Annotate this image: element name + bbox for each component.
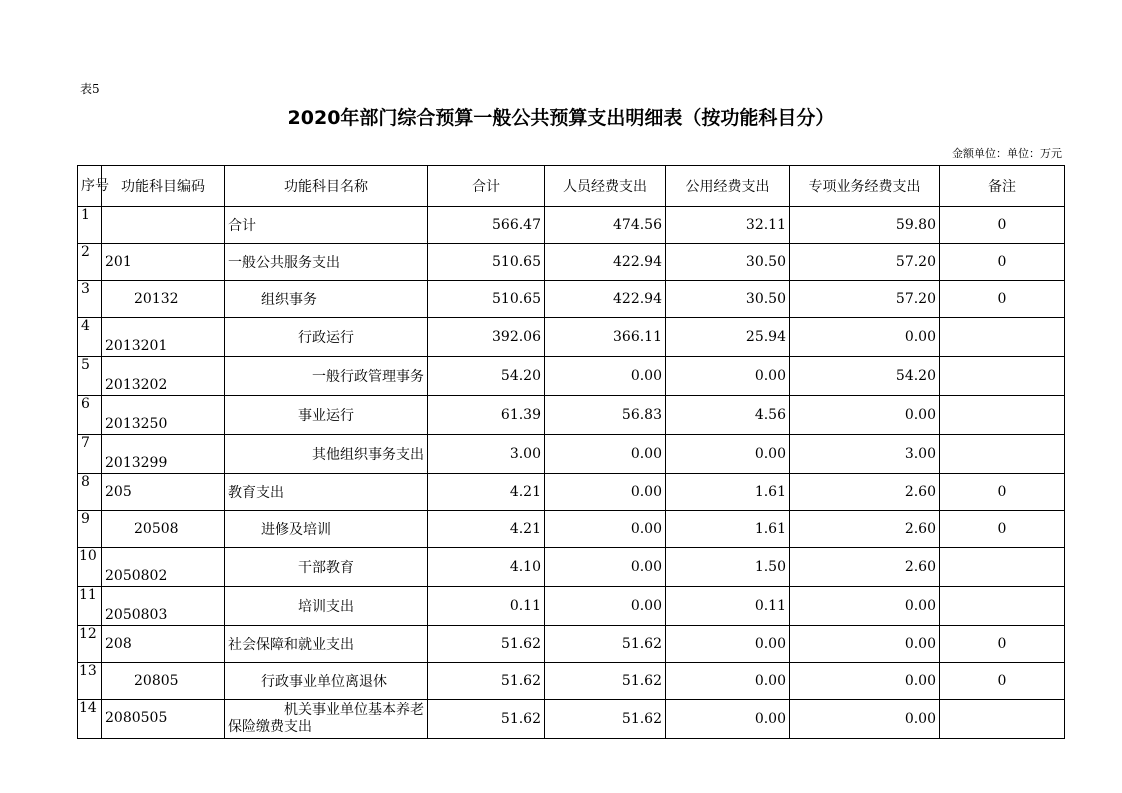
- row-name: 组织事务: [225, 281, 428, 318]
- row-note: 0: [940, 663, 1065, 700]
- budget-table: [77, 165, 1065, 739]
- row-public: 1.50: [666, 548, 790, 587]
- row-special: 0.00: [790, 663, 940, 700]
- row-public: 25.94: [666, 318, 790, 357]
- row-personnel: 0.00: [545, 587, 666, 626]
- row-special: 0.00: [790, 318, 940, 357]
- table-row: [78, 357, 1065, 396]
- row-personnel: 366.11: [545, 318, 666, 357]
- header-public: 公用经费支出: [666, 166, 790, 207]
- row-personnel: 474.56: [545, 207, 666, 244]
- table-row: [78, 318, 1065, 357]
- row-total: 51.62: [428, 626, 545, 663]
- row-special: 2.60: [790, 548, 940, 587]
- row-note: [940, 396, 1065, 435]
- row-code: 208: [102, 626, 225, 663]
- row-personnel: 422.94: [545, 281, 666, 318]
- row-name: 培训支出: [225, 587, 428, 626]
- row-seq: 14: [78, 700, 102, 739]
- row-note: [940, 700, 1065, 739]
- row-total: 510.65: [428, 244, 545, 281]
- row-public: 0.11: [666, 587, 790, 626]
- row-code: 20132: [102, 281, 225, 318]
- row-personnel: 0.00: [545, 357, 666, 396]
- table-row: [78, 281, 1065, 318]
- row-note: [940, 587, 1065, 626]
- row-special: 0.00: [790, 396, 940, 435]
- row-total: 566.47: [428, 207, 545, 244]
- row-public: 30.50: [666, 244, 790, 281]
- row-seq: 13: [78, 663, 102, 700]
- row-seq: 10: [78, 548, 102, 587]
- table-row: [78, 587, 1065, 626]
- row-code: 2013201: [102, 318, 225, 357]
- table-row: [78, 548, 1065, 587]
- row-personnel: 0.00: [545, 548, 666, 587]
- row-personnel: 0.00: [545, 511, 666, 548]
- row-seq: 1: [78, 207, 102, 244]
- row-public: 30.50: [666, 281, 790, 318]
- header-personnel: 人员经费支出: [545, 166, 666, 207]
- row-seq: 9: [78, 511, 102, 548]
- row-personnel: 0.00: [545, 474, 666, 511]
- row-seq: 2: [78, 244, 102, 281]
- row-total: 392.06: [428, 318, 545, 357]
- row-total: 54.20: [428, 357, 545, 396]
- row-public: 0.00: [666, 357, 790, 396]
- table-row: [78, 435, 1065, 474]
- row-personnel: 51.62: [545, 700, 666, 739]
- row-public: 32.11: [666, 207, 790, 244]
- row-public: 0.00: [666, 435, 790, 474]
- row-code: 2013250: [102, 396, 225, 435]
- table-number: 表5: [80, 82, 100, 96]
- row-special: 3.00: [790, 435, 940, 474]
- row-public: 1.61: [666, 511, 790, 548]
- row-public: 0.00: [666, 663, 790, 700]
- table-row: [78, 207, 1065, 244]
- row-total: 51.62: [428, 663, 545, 700]
- row-name: 行政运行: [225, 318, 428, 357]
- row-seq: 12: [78, 626, 102, 663]
- row-special: 59.80: [790, 207, 940, 244]
- row-seq: 7: [78, 435, 102, 474]
- row-note: [940, 548, 1065, 587]
- row-name: 一般行政管理事务: [225, 357, 428, 396]
- header-total: 合计: [428, 166, 545, 207]
- row-total: 4.10: [428, 548, 545, 587]
- row-seq: 5: [78, 357, 102, 396]
- row-note: 0: [940, 626, 1065, 663]
- row-name: 行政事业单位离退休: [225, 663, 428, 700]
- row-special: 2.60: [790, 474, 940, 511]
- row-total: 51.62: [428, 700, 545, 739]
- table-row: [78, 396, 1065, 435]
- row-name: 事业运行: [225, 396, 428, 435]
- row-special: 54.20: [790, 357, 940, 396]
- row-special: 0.00: [790, 626, 940, 663]
- row-personnel: 56.83: [545, 396, 666, 435]
- row-personnel: 422.94: [545, 244, 666, 281]
- row-name: 其他组织事务支出: [225, 435, 428, 474]
- row-code: 2013299: [102, 435, 225, 474]
- row-special: 2.60: [790, 511, 940, 548]
- row-name: 社会保障和就业支出: [225, 626, 428, 663]
- header-seq: 序号: [78, 166, 102, 207]
- row-name: 机关事业单位基本养老保险缴费支出: [225, 700, 428, 739]
- table-row: [78, 511, 1065, 548]
- header-code: 功能科目编码: [102, 166, 225, 207]
- row-code: 20508: [102, 511, 225, 548]
- row-code: 2013202: [102, 357, 225, 396]
- header-name: 功能科目名称: [225, 166, 428, 207]
- row-total: 61.39: [428, 396, 545, 435]
- row-seq: 4: [78, 318, 102, 357]
- row-special: 0.00: [790, 700, 940, 739]
- row-name: 一般公共服务支出: [225, 244, 428, 281]
- row-code: 205: [102, 474, 225, 511]
- header-special: 专项业务经费支出: [790, 166, 940, 207]
- row-note: 0: [940, 474, 1065, 511]
- row-note: 0: [940, 511, 1065, 548]
- row-total: 4.21: [428, 474, 545, 511]
- row-public: 0.00: [666, 700, 790, 739]
- row-code: 2050803: [102, 587, 225, 626]
- table-row: [78, 663, 1065, 700]
- row-code: [102, 207, 225, 244]
- table-row: [78, 244, 1065, 281]
- row-note: 0: [940, 244, 1065, 281]
- row-note: [940, 435, 1065, 474]
- row-seq: 6: [78, 396, 102, 435]
- row-public: 4.56: [666, 396, 790, 435]
- table-row: [78, 474, 1065, 511]
- row-total: 0.11: [428, 587, 545, 626]
- row-name: 干部教育: [225, 548, 428, 587]
- row-special: 0.00: [790, 587, 940, 626]
- unit-note: 金额单位：单位：万元: [952, 147, 1062, 160]
- row-code: 201: [102, 244, 225, 281]
- header-note: 备注: [940, 166, 1065, 207]
- row-note: [940, 318, 1065, 357]
- page-title: 2020年部门综合预算一般公共预算支出明细表（按功能科目分）: [287, 107, 835, 129]
- row-note: [940, 357, 1065, 396]
- row-personnel: 51.62: [545, 663, 666, 700]
- row-total: 510.65: [428, 281, 545, 318]
- row-special: 57.20: [790, 244, 940, 281]
- table-header-row: [78, 166, 1065, 207]
- row-name: 进修及培训: [225, 511, 428, 548]
- row-note: 0: [940, 207, 1065, 244]
- row-code: 20805: [102, 663, 225, 700]
- row-note: 0: [940, 281, 1065, 318]
- table-row: [78, 700, 1065, 739]
- row-public: 0.00: [666, 626, 790, 663]
- row-total: 4.21: [428, 511, 545, 548]
- row-code: 2050802: [102, 548, 225, 587]
- row-total: 3.00: [428, 435, 545, 474]
- row-personnel: 0.00: [545, 435, 666, 474]
- row-special: 57.20: [790, 281, 940, 318]
- row-seq: 8: [78, 474, 102, 511]
- row-public: 1.61: [666, 474, 790, 511]
- row-name: 合计: [225, 207, 428, 244]
- row-personnel: 51.62: [545, 626, 666, 663]
- row-seq: 11: [78, 587, 102, 626]
- table-row: [78, 626, 1065, 663]
- row-seq: 3: [78, 281, 102, 318]
- row-name: 教育支出: [225, 474, 428, 511]
- row-code: 2080505: [102, 700, 225, 739]
